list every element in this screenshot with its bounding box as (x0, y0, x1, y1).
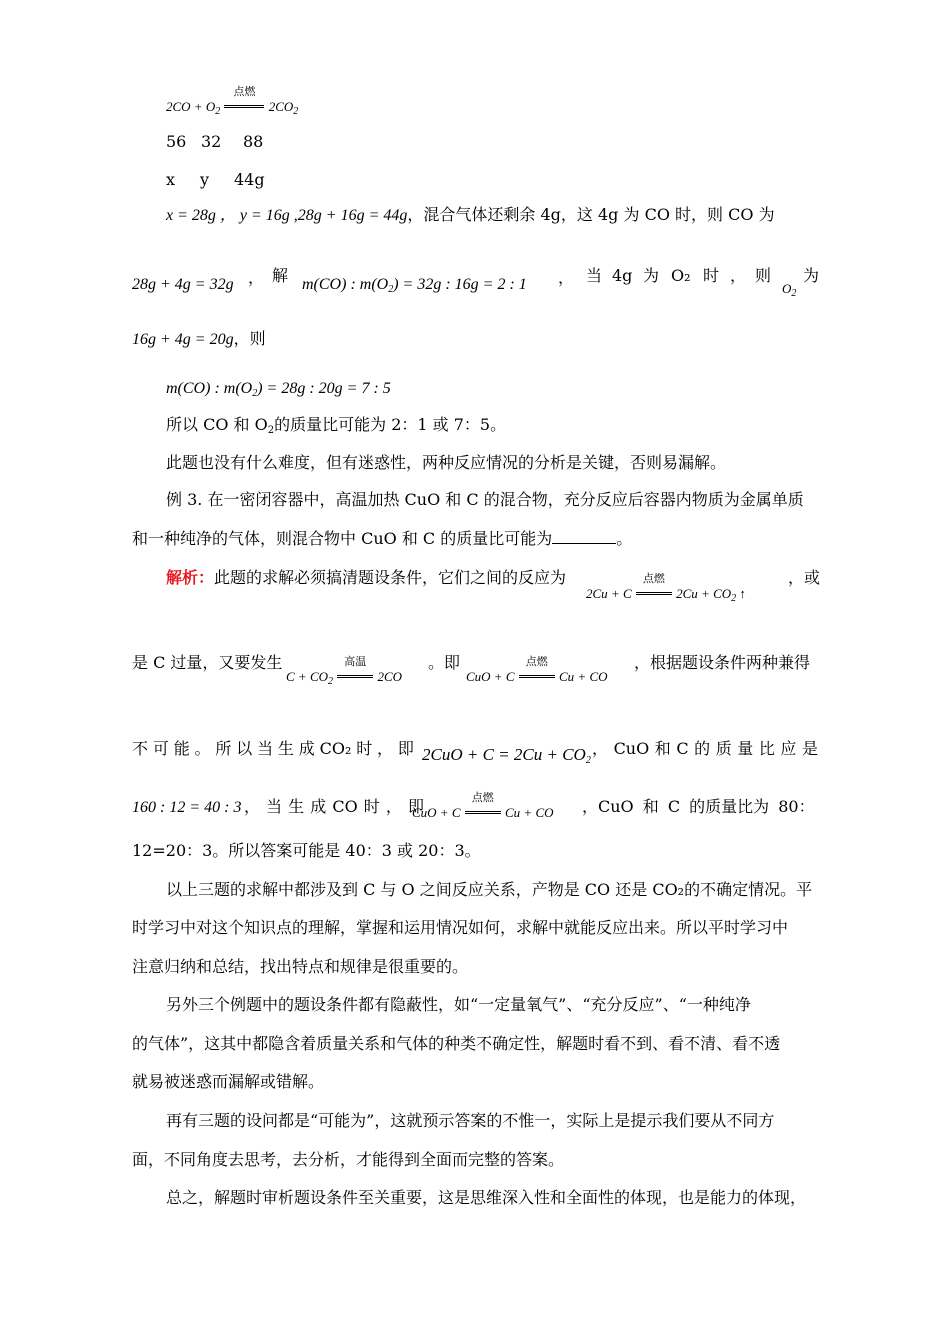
reaction-condition: 点燃 (224, 100, 264, 113)
example-3-line-2: 和一种纯净的气体，则混合物中 CuO 和 C 的质量比可能为 。 (132, 529, 633, 548)
ratio-conclusion: 所以 CO 和 $O_2$的质量比可能为 2：1 或 7：5。 (166, 415, 507, 436)
mass-ratio-160-12: 160 : 12 = 40 : 3 (132, 799, 242, 816)
line-d-text: 不 可 能 。 所 以 当 生 成 CO₂ 时 ， 即 (132, 739, 414, 758)
equation-cuo-c-co-2: CuO + C 点燃 Cu + CO (412, 791, 554, 820)
math-28g-4g: 28g + 4g = 32g (132, 276, 234, 293)
paragraph-2-line-2: 的气体”，这其中都隐含着质量关系和气体的种类不确定性，解题时看不到、看不清、看不透 (132, 1034, 781, 1053)
solution-line-1: x = 28g ， y = 16g ,28g + 16g = 44g，混合气体还剩余 4g，这 4g 为 CO 时，则 CO 为 (166, 205, 775, 224)
paragraph-2-line-1: 另外三个例题中的题设条件都有隐蔽性，如“一定量氧气”、“充分反应”、“一种纯净 (166, 995, 751, 1014)
equation-cu-c: 2Cu + C 点燃 $2Cu + CO_2$ ↑ (586, 572, 746, 604)
example-3-line-1: 例 3. 在一密闭容器中，高温加热 CuO 和 C 的混合物，充分反应后容器内物质为金属单质 (166, 490, 804, 509)
paragraph-1-line-3: 注意归纳和总结，找出特点和规律是很重要的。 (132, 957, 469, 976)
paragraph-1-line-2: 时学习中对这个知识点的理解，掌握和运用情况如何，求解中就能反应出来。所以平时学习中 (132, 918, 789, 937)
analysis-line: 解析：此题的求解必须搞清题设条件，它们之间的反应为 (166, 568, 567, 587)
answer-line: 12=20：3。所以答案可能是 40：3 或 20：3。 (132, 841, 481, 860)
answer-blank (552, 531, 616, 544)
paragraph-3-line-2: 面，不同角度去思考，去分析，才能得到全面而完整的答案。 (132, 1150, 565, 1169)
ratio-co-o2-second: m(CO) : $m(O_2) = 28g$ : 20g = 7 : 5 (166, 380, 391, 399)
paragraph-2-line-3: 就易被迷惑而漏解或错解。 (132, 1072, 325, 1091)
line-d-text-2: ， CuO 和 C 的 质 量 比 应 是 (592, 739, 818, 758)
equation-c-co2: $C + CO_2$ 高温 2CO (286, 655, 403, 687)
comment-text: 此题也没有什么难度，但有迷惑性，两种反应情况的分析是关键，否则易漏解。 (166, 453, 727, 472)
equation-co-combustion: $2CO + O_2$ 点燃 $2CO_2$ (166, 85, 299, 117)
solution-line-3: 16g + 4g = 20g，则 (132, 329, 266, 348)
equation-cuo-c-co: CuO + C 点燃 Cu + CO (466, 655, 608, 684)
ratio-co-o2-first: m(CO) : $m(O_2) = 32g$ : 16g = 2 : 1 (302, 276, 527, 295)
paragraph-1-line-1: 以上三题的求解中都涉及到 C 与 O 之间反应关系，产物是 CO 还是 CO₂的不确定情况。平 (166, 880, 813, 899)
paragraph-4-line-1: 总之，解题时审析题设条件至关重要，这是思维深入性和全面性的体现，也是能力的体现， (166, 1188, 807, 1207)
math-o2: $O_2$ (782, 281, 797, 299)
analysis-label: 解析： (166, 568, 215, 587)
paragraph-3-line-1: 再有三题的设问都是“可能为”，这就预示答案的不惟一，实际上是提示我们要从不同方 (166, 1111, 775, 1130)
equation-2cuo-c: $2CuO + C = 2Cu + CO_2$ (422, 745, 591, 766)
